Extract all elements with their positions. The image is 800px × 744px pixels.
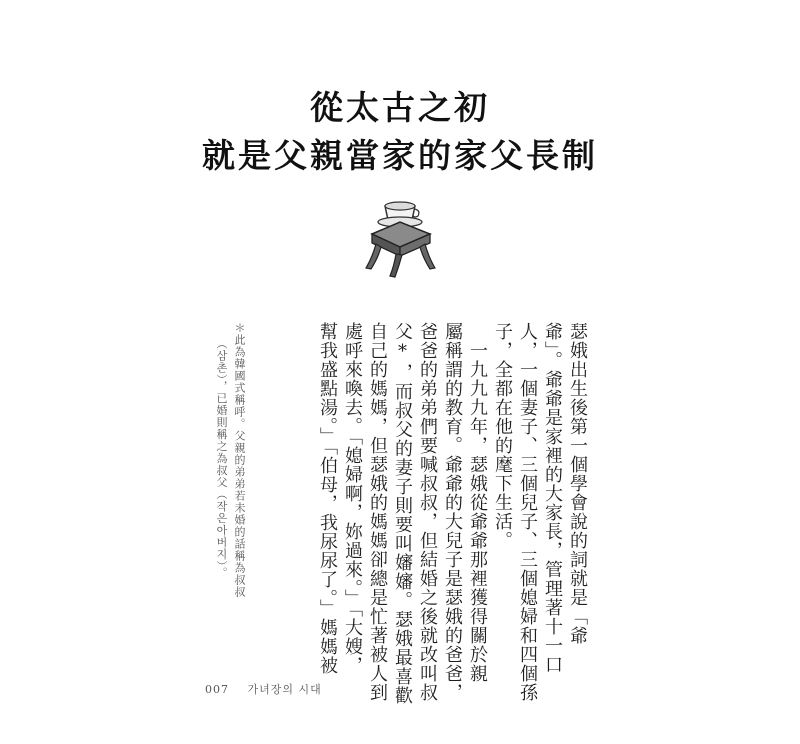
body-column-2: 爺」。爺爺是家裡的大家長，管理著十一口 [542, 322, 563, 674]
body-column-9: 自己的媽媽，但瑟娥的媽媽卻總是忙著被人到 [367, 322, 388, 702]
footnote-line-1: ＊此為韓國式稱呼。父親的弟弟若未婚的話稱為叔叔 [233, 322, 246, 598]
body-column-8: 父*，而叔父的妻子則要叫嬸嬸。瑟娥最喜歡 [392, 322, 413, 705]
body-column-5: 一九九九年，瑟娥從爺爺那裡獲得關於親 [467, 322, 488, 683]
body-column-6: 屬稱謂的教育。爺爺的大兒子是瑟娥的爸爸， [442, 322, 463, 702]
body-column-7: 爸爸的弟弟們要喊叔叔，但結婚之後就改叫叔 [417, 322, 438, 702]
page-number: 007 [205, 683, 229, 696]
title-line-2: 就是父親當家的家父長制 [202, 136, 598, 175]
running-title: 가녀장의 시대 [247, 683, 322, 696]
teacup-on-stool-illustration [352, 192, 448, 280]
body-column-11: 幫我盛點湯。」「伯母，我尿尿了。」媽媽被 [317, 322, 338, 675]
body-column-10: 處呼來喚去。「媳婦啊，妳過來。」「大嫂， [342, 322, 363, 675]
footnote-line-2: （삼촌），已婚則稱之為叔父（작은아버지）。 [215, 338, 228, 579]
body-column-4: 子，全都在他的麾下生活。 [492, 322, 513, 550]
page-footer [205, 681, 322, 697]
body-column-3: 人，一個妻子、三個兒子、三個媳婦和四個孫 [517, 322, 538, 702]
title-line-1: 從太古之初 [310, 88, 490, 127]
body-column-1: 瑟娥出生後第一個學會說的詞就是「爺 [567, 322, 588, 645]
